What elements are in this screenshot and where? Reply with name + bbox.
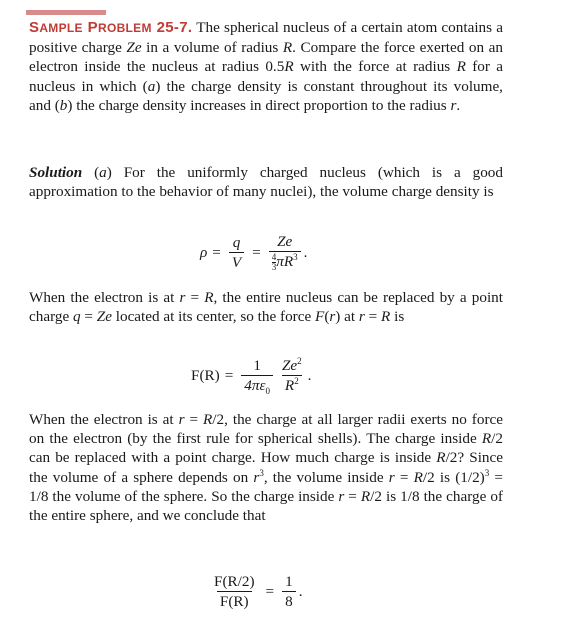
charge-density-equation: ρ = $\frac{q}{V}$ = Ze $\frac{4}{3}$ $\pi R^3$ . [200,233,308,273]
solution-paragraph: Solution (a) For the uniformly charged nucleus (which is a good approximation to the behavior of many nuclei), the volume charge density is [29,164,503,201]
problem-statement: SAMPLE PROBLEM 25-7. The spherical nucleus of a certain atom contains a positive charge Ze in a volume of radius R. Compare the force exerted on an electron inside the nucleus at radius 0.5R with the force at radius R for a nucleus in which (a) the charge density is constant throughout its volume, and (b) the charge density increases in direct proportion to the radius r. [29,19,504,114]
header-accent-bar [26,10,106,15]
inner-charge-paragraph: When the electron is at r = R/2, the charge at all larger radii exerts no force on the electron (by the first rule for spherical shells). The charge inside R/2 can be replaced with a point charge. How much charge is inside R/2? Since the volume of a sphere depends on $r^3$, the volume inside r = R/2 is $(1/2)^3 = 1/8$ the volume of the sphere. So the charge inside r = R/2 is 1/8 the charge of the entire sphere, and we conclude that [29,411,504,525]
point-charge-paragraph: When the electron is at r = R, the entire nucleus can be replaced by a point charge q = Ze located at its center, so the force F(r) at r = R is [29,289,503,326]
force-at-R-equation: F(R) = $\frac{1}{4\pi\varepsilon_0}$ $\frac{Ze^2}{R^2}$ . [191,355,312,397]
solution-label: Solution [29,164,83,181]
force-ratio-equation: $\frac{F(R/2)}{F(R)}$ = $\frac{1}{8}$ . [214,573,303,610]
problem-label: SAMPLE PROBLEM 25-7. [29,19,193,36]
